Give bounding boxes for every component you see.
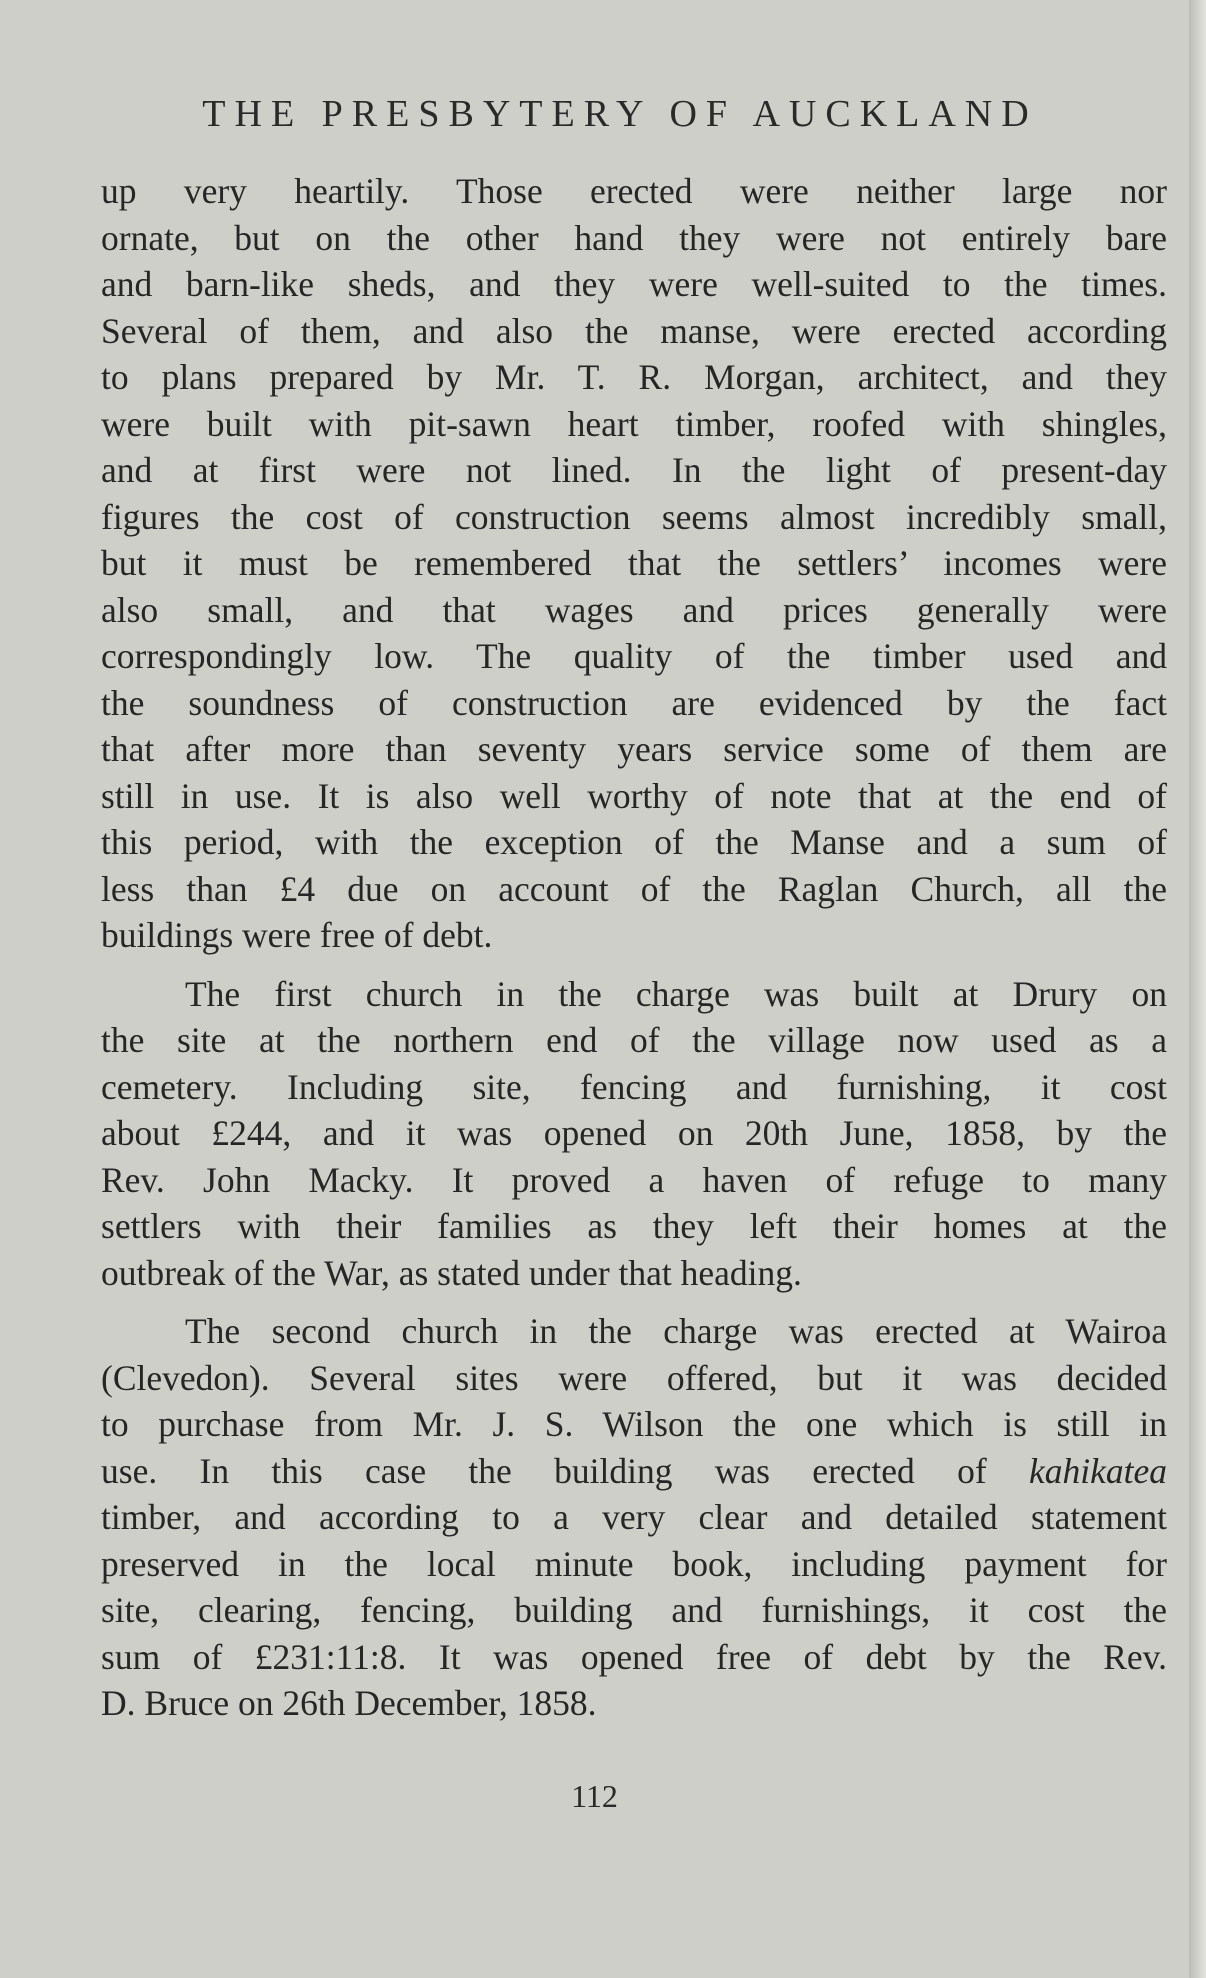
text-line: also small, and that wages and prices generally were xyxy=(101,589,1167,630)
text-line: D. Bruce on 26th December, 1858. xyxy=(101,1683,597,1723)
text-line: site, clearing, fencing, building and furnishings, it cost the xyxy=(101,1590,1167,1630)
text-line: up very heartily. Those erected were neither large nor xyxy=(101,171,1167,211)
text-line: The first church in the charge was built at Drury on xyxy=(185,973,1167,1014)
text-line: cemetery. Including site, fencing and furnishing, it cost xyxy=(101,1066,1167,1107)
paragraph-3 xyxy=(101,1308,1167,1727)
text-line: to plans prepared by Mr. T. R. Morgan, architect, and they xyxy=(101,357,1167,397)
text-line: settlers with their families as they left their homes at the xyxy=(101,1206,1167,1246)
text-line: sum of £231:11:8. It was opened free of debt by the Rev. xyxy=(101,1636,1167,1677)
body-text xyxy=(101,168,1167,1727)
text-line: (Clevedon). Several sites were offered, but it was decided xyxy=(101,1357,1167,1398)
text-line: buildings were free of debt. xyxy=(101,915,493,955)
paragraph-1 xyxy=(101,168,1167,959)
text-line: and at first were not lined. In the light of present-day xyxy=(101,450,1167,490)
text-line-with-italic xyxy=(101,1448,1167,1495)
text-line: less than £4 due on account of the Raglan Church, all the xyxy=(101,868,1167,909)
text-line: still in use. It is also well worthy of note that at the end of xyxy=(101,775,1167,816)
text-line: but it must be remembered that the settlers’ incomes were xyxy=(101,543,1167,583)
text-line: preserved in the local minute book, including payment for xyxy=(101,1543,1167,1584)
text-line: outbreak of the War, as stated under that heading. xyxy=(101,1252,802,1293)
paragraph-2 xyxy=(101,971,1167,1297)
text-line: the site at the northern end of the village now used as a xyxy=(101,1020,1167,1060)
text-line: timber, and according to a very clear and detailed statement xyxy=(101,1497,1167,1537)
italic-word: kahikatea xyxy=(1029,1450,1167,1491)
text-line: correspondingly low. The quality of the timber used and xyxy=(101,636,1167,676)
text-segment: use. In this case the building was erected of xyxy=(101,1450,1029,1491)
text-line: The second church in the charge was erected at Wairoa xyxy=(185,1311,1167,1351)
page-edge xyxy=(1189,0,1206,1978)
page-number: 112 xyxy=(571,1778,618,1814)
text-line: and barn-like sheds, and they were well-suited to the times. xyxy=(101,264,1167,304)
text-line: ornate, but on the other hand they were not entirely bare xyxy=(101,217,1167,258)
text-line: that after more than seventy years service some of them are xyxy=(101,729,1167,769)
text-line: Rev. John Macky. It proved a haven of refuge to many xyxy=(101,1159,1167,1200)
text-line: to purchase from Mr. J. S. Wilson the one which is still in xyxy=(101,1404,1167,1444)
text-line: about £244, and it was opened on 20th June, 1858, by the xyxy=(101,1113,1167,1153)
running-head: THE PRESBYTERY OF AUCKLAND xyxy=(202,93,1038,135)
text-line: Several of them, and also the manse, were erected according xyxy=(101,310,1167,351)
text-line: this period, with the exception of the Manse and a sum of xyxy=(101,822,1167,862)
text-line: the soundness of construction are evidenced by the fact xyxy=(101,682,1167,723)
text-line: were built with pit-sawn heart timber, roofed with shingles, xyxy=(101,403,1167,444)
text-line: figures the cost of construction seems almost incredibly small, xyxy=(101,496,1167,537)
